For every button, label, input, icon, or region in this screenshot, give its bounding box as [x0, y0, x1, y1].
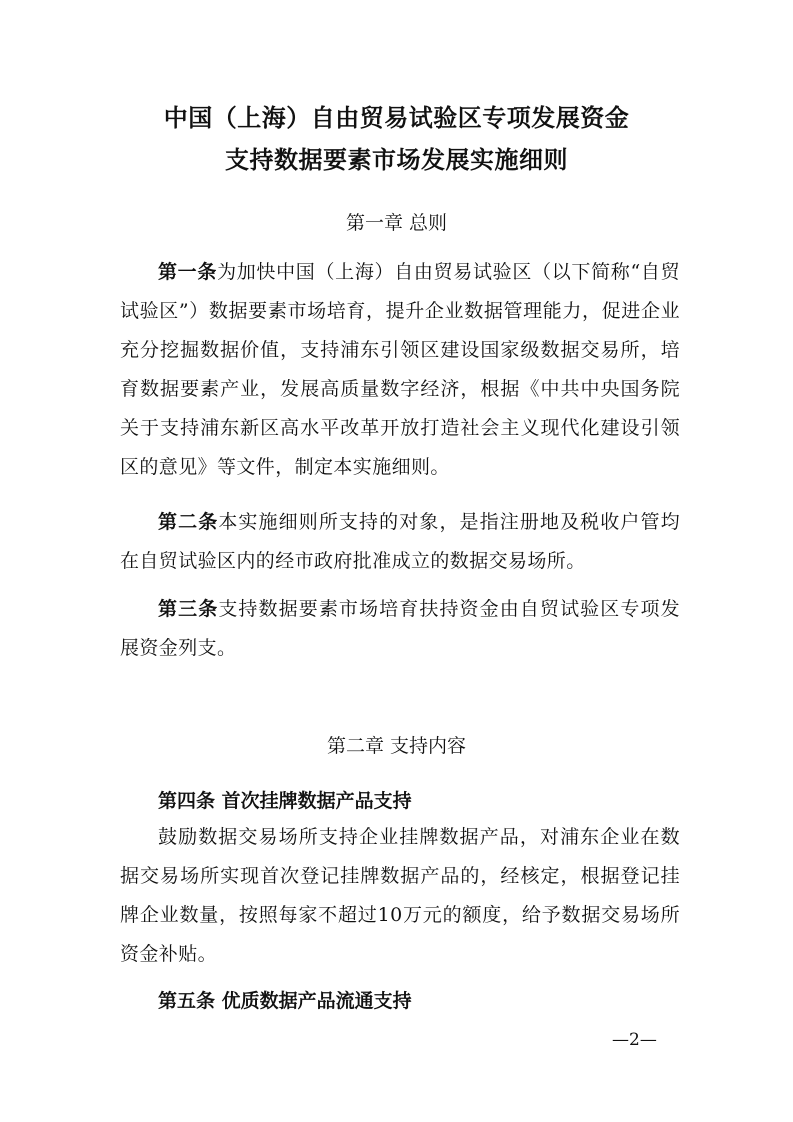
article-4-text: 鼓励数据交易场所支持企业挂牌数据产品，对浦东企业在数据交易场所实现首次登记挂牌数据产品的，经核定，根据登记挂牌企业数量，按照每家不超过10万元的额度，给予数据交易场所资金补贴。 [120, 826, 680, 965]
article-3-label: 第三条 [158, 598, 219, 620]
article-1-text: 为加快中国（上海）自由贸易试验区（以下简称“自贸试验区”）数据要素市场培育，提升企业数据管理能力，促进企业充分挖掘数据价值，支持浦东引领区建设国家级数据交易所，培育数据要素产业，发展高质量数字经济，根据《中共中央国务院关于支持浦东新区高水平改革开放打造社会主义现代化建设引领区的意见》等文件，制定本实施细则。 [120, 261, 680, 478]
document-title-line-2: 支持数据要素市场发展实施细则 [225, 146, 568, 174]
article-2-label: 第二条 [158, 511, 219, 533]
page-number: —2— [612, 1030, 657, 1050]
article-3 [120, 590, 680, 668]
article-1-label: 第一条 [158, 261, 218, 283]
chapter-1-heading: 第一章 总则 [345, 212, 448, 234]
chapter-2-heading: 第二章 支持内容 [326, 735, 467, 757]
article-4-heading: 第四条 首次挂牌数据产品支持 [158, 790, 412, 812]
document-title-line-1: 中国（上海）自由贸易试验区专项发展资金 [163, 104, 630, 132]
article-3-text: 支持数据要素市场培育扶持资金由自贸试验区专项发展资金列支。 [120, 598, 680, 659]
article-2-text: 本实施细则所支持的对象，是指注册地及税收户管均在自贸试验区内的经市政府批准成立的数据交易场所。 [120, 511, 680, 572]
article-1 [120, 253, 680, 487]
article-2 [120, 503, 680, 581]
article-5-heading: 第五条 优质数据产品流通支持 [158, 990, 412, 1012]
